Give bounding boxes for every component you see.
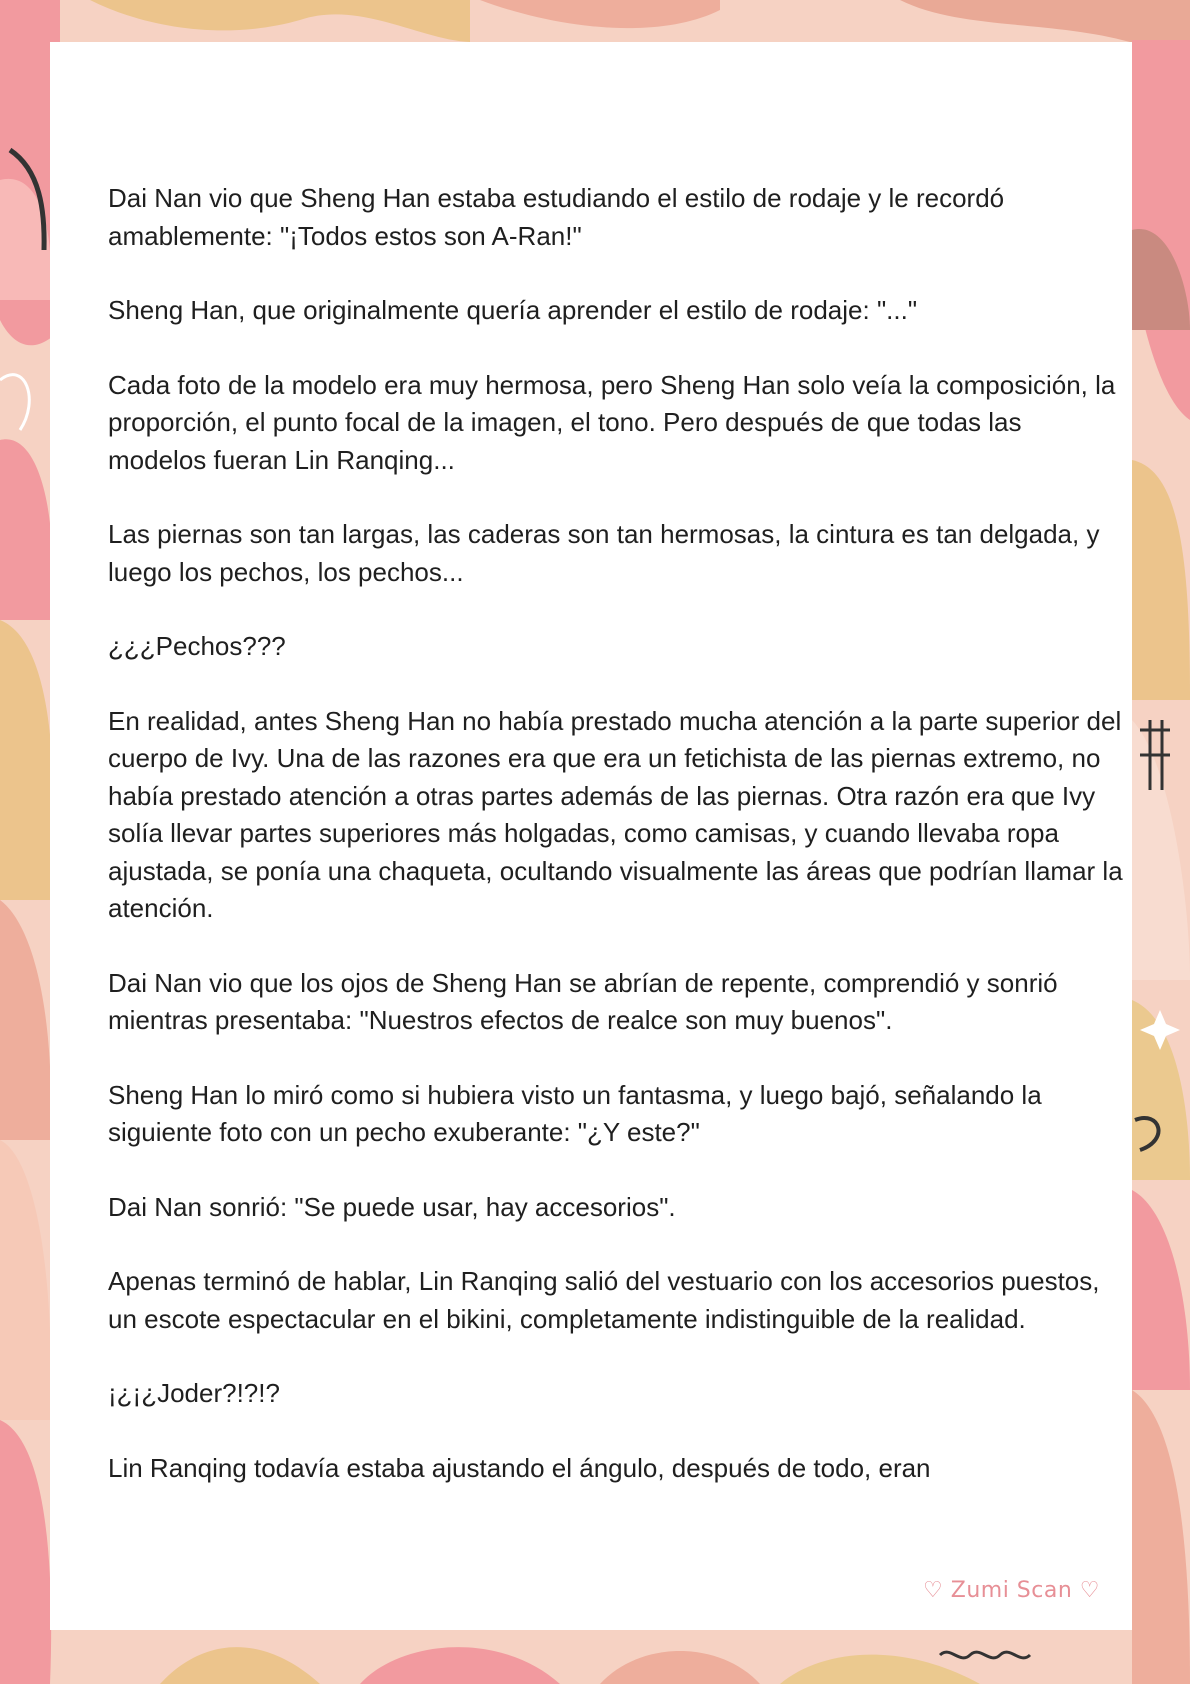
paragraph: En realidad, antes Sheng Han no había prestado mucha atención a la parte superior del cuerpo de Ivy. Una de las razones era que era un fetichista de las piernas extremo, no había prestado atención a otras partes además de las piernas. Otra razón era que Ivy solía llevar partes superiores más holgadas, como camisas, y cuando llevaba ropa ajustada, se ponía una chaqueta, ocultando visualmente las áreas que podrían llamar la atención. — [108, 705, 1123, 923]
paragraph: ¿¿¿Pechos??? — [108, 631, 286, 661]
paragraph: Dai Nan sonrió: "Se puede usar, hay accesorios". — [108, 1191, 676, 1222]
paragraph: Dai Nan vio que Sheng Han estaba estudiando el estilo de rodaje y le recordó amablemente: "¡Todos estos son A-Ran!" — [108, 183, 1005, 251]
paragraph: Lin Ranqing todavía estaba ajustando el ángulo, después de todo, eran — [108, 1452, 931, 1483]
watermark: ♡ Zumi Scan ♡ — [923, 1578, 1100, 1603]
paragraph: Dai Nan vio que los ojos de Sheng Han se abrían de repente, comprendió y sonrió mientras presentaba: "Nuestros efectos de realce son muy buenos". — [108, 967, 1058, 1035]
page-sheet — [50, 42, 1132, 1630]
paragraph: Apenas terminó de hablar, Lin Ranqing salió del vestuario con los accesorios puestos, un escote espectacular en el bikini, completamente indistinguible de la realidad. — [108, 1266, 1100, 1334]
paragraph: Sheng Han lo miró como si hubiera visto un fantasma, y luego bajó, señalando la siguiente foto con un pecho exuberante: "¿Y este?" — [108, 1079, 1042, 1147]
paragraph: Las piernas son tan largas, las caderas son tan hermosas, la cintura es tan delgada, y luego los pechos, los pechos... — [108, 519, 1100, 587]
paragraph: ¡¿¡¿Joder?!?!? — [108, 1378, 280, 1408]
paragraph: Cada foto de la modelo era muy hermosa, pero Sheng Han solo veía la composición, la proporción, el punto focal de la imagen, el tono. Pero después de que todas las modelos fueran Lin Ranqing... — [108, 369, 1116, 475]
paragraph: Sheng Han, que originalmente quería aprender el estilo de rodaje: "..." — [108, 295, 918, 325]
document-body — [108, 180, 1123, 1524]
